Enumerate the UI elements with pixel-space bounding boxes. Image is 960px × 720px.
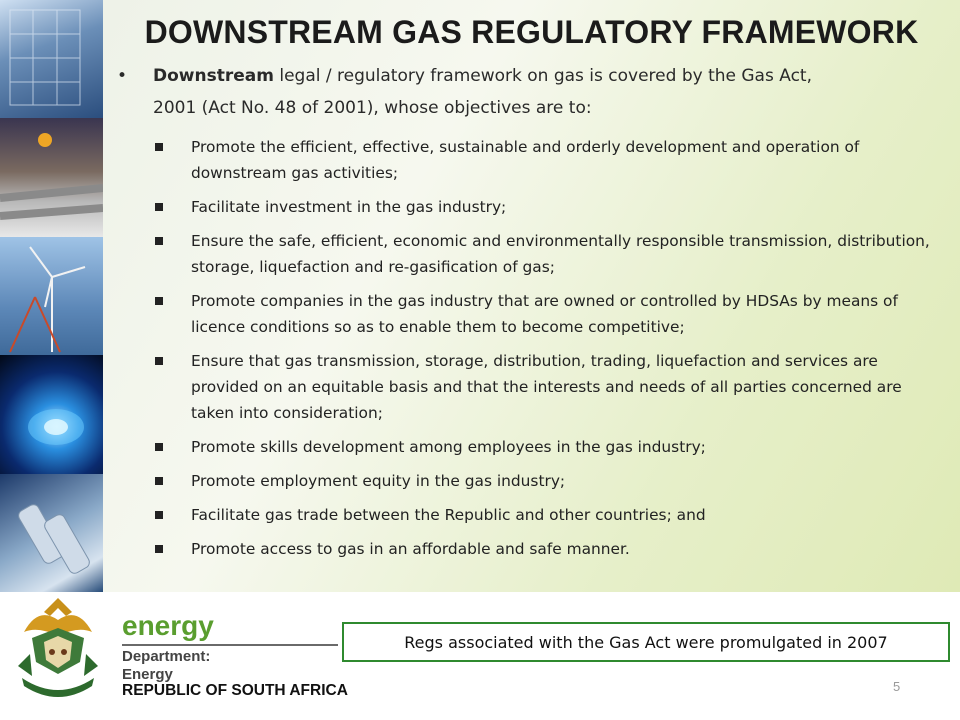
left-photo-strip <box>0 0 103 592</box>
slide-title: DOWNSTREAM GAS REGULATORY FRAMEWORK <box>144 14 919 50</box>
logo-divider <box>122 644 338 646</box>
intro-line-1: legal / regulatory framework on gas is covered by the Gas Act, <box>273 66 812 86</box>
square-bullet-icon <box>155 237 163 245</box>
square-bullet-icon <box>155 357 163 365</box>
objective-text: Promote the efficient, effective, sustainable and orderly development and operation of downstream gas activities; <box>191 138 860 182</box>
list-item <box>155 194 945 220</box>
energy-logo-text: energy <box>122 610 214 641</box>
objectives-list <box>155 134 945 570</box>
square-bullet-icon <box>155 203 163 211</box>
fuel-rods-image <box>0 474 103 592</box>
country-name: REPUBLIC OF SOUTH AFRICA <box>122 682 348 699</box>
list-item <box>155 434 945 460</box>
list-item <box>155 536 945 562</box>
square-bullet-icon <box>155 511 163 519</box>
department-label: Department: <box>122 648 211 665</box>
objective-text: Promote access to gas in an affordable and safe manner. <box>191 540 630 558</box>
regulations-callout: Regs associated with the Gas Act were promulgated in 2007 <box>342 622 950 662</box>
list-item <box>155 348 945 426</box>
list-item <box>155 134 945 186</box>
wind-turbine-image <box>0 237 103 355</box>
objective-text: Promote employment equity in the gas industry; <box>191 472 566 490</box>
solar-panels-image <box>0 0 103 118</box>
square-bullet-icon <box>155 297 163 305</box>
objective-text: Facilitate investment in the gas industry; <box>191 198 507 216</box>
coat-of-arms-logo <box>8 592 108 708</box>
department-name: Energy <box>122 666 173 683</box>
bullet-icon: • <box>117 66 128 86</box>
objective-text: Facilitate gas trade between the Republic and other countries; and <box>191 506 706 524</box>
square-bullet-icon <box>155 477 163 485</box>
square-bullet-icon <box>155 545 163 553</box>
objective-text: Promote companies in the gas industry that are owned or controlled by HDSAs by means of licence conditions so as to enable them to become competitive; <box>191 292 898 336</box>
square-bullet-icon <box>155 443 163 451</box>
intro-line-2: 2001 (Act No. 48 of 2001), whose objectives are to: <box>153 98 592 118</box>
list-item <box>155 228 945 280</box>
objective-text: Ensure that gas transmission, storage, distribution, trading, liquefaction and services are provided on an equitable basis and that the interests and needs of all parties concerned are taken into consideration; <box>191 352 902 422</box>
intro-paragraph <box>117 60 947 124</box>
objective-text: Ensure the safe, efficient, economic and environmentally responsible transmission, distribution, storage, liquefaction and re-gasification of gas; <box>191 232 930 276</box>
list-item <box>155 468 945 494</box>
page-number: 5 <box>893 679 901 694</box>
refinery-pipes-image <box>0 118 103 236</box>
gas-flame-image <box>0 355 103 473</box>
objective-text: Promote skills development among employees in the gas industry; <box>191 438 706 456</box>
list-item <box>155 502 945 528</box>
square-bullet-icon <box>155 143 163 151</box>
slide-content <box>103 0 960 592</box>
list-item <box>155 288 945 340</box>
intro-lead-word: Downstream <box>153 66 274 86</box>
